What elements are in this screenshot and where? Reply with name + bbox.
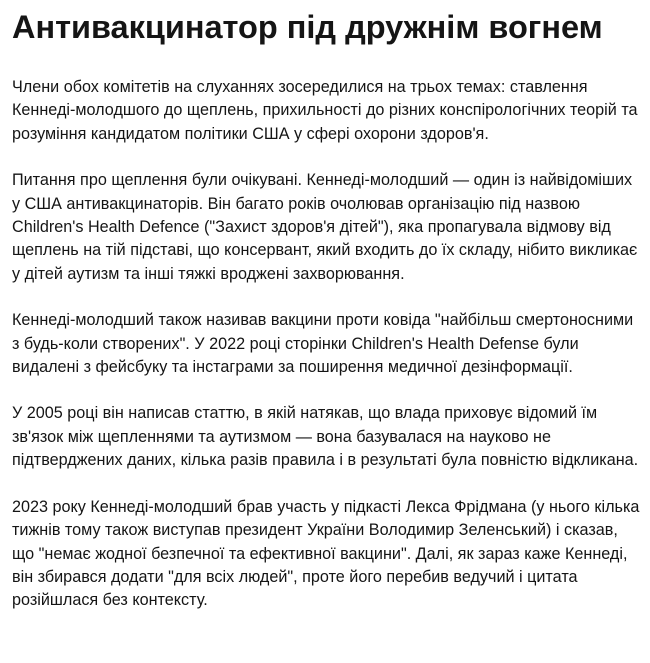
article-paragraph-3: Кеннеді-молодший також називав вакцини проти ковіда "найбільш смертоносними з будь-коли створених". У 2022 році сторінки Children's Health Defense були видалені з фейсбуку та інстаграми за поширення медичної дезінформації. <box>12 311 634 377</box>
article-body <box>12 76 644 613</box>
article-paragraph-4: У 2005 році він написав статтю, в якій натякав, що влада приховує відомий їм зв'язок між щепленнями та аутизмом — вона базувалася на науково не підтверджених даних, кілька разів правила і в результаті була повністю відкликана. <box>12 404 639 470</box>
article <box>12 0 644 636</box>
article-paragraph-5: 2023 року Кеннеді-молодший брав участь у підкасті Лекса Фрідмана (у нього кілька тижнів тому також виступав президент України Володимир Зеленський) і сказав, що "немає жодної безпечної та ефективної вакцини". Далі, як зараз каже Кеннеді, він збирався додати "для всіх людей", проте його перебив ведучий і цитата розійшлася без контексту. <box>12 497 640 610</box>
article-paragraph-1: Члени обох комітетів на слуханнях зосередилися на трьох темах: ставлення Кеннеді-молодшого до щеплень, прихильності до різних конспірологічних теорій та розуміння кандидатом політики США у сфері охорони здоров'я. <box>12 78 638 143</box>
article-paragraph-2: Питання про щеплення були очікувані. Кеннеді-молодший — один із найвідоміших у США антивакцинаторів. Він багато років очолював організацію під назвою Children's Health Defence ("Захист здоров'я дітей"), яка пропагувала відмову від щеплень на тій підставі, що консервант, який входить до їх складу, нібито викликає у дітей аутизм та інші тяжкі вроджені захворювання. <box>12 171 638 283</box>
article-headline: Антивакцинатор під дружнім вогнем <box>12 9 603 45</box>
